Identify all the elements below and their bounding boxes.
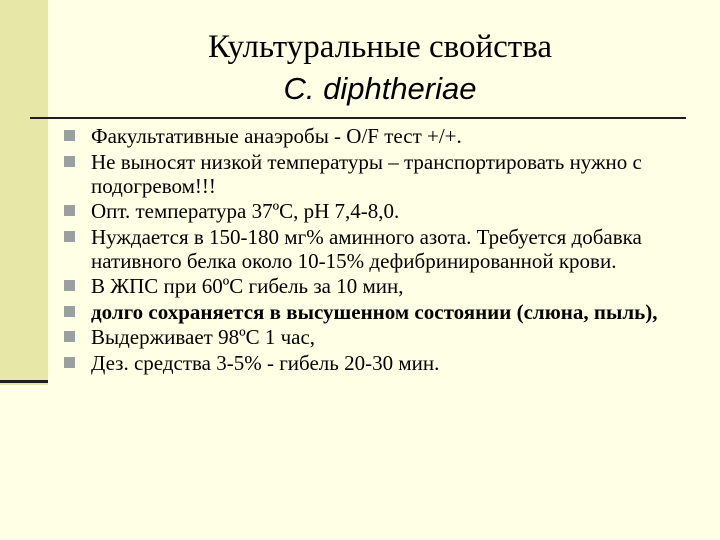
- square-bullet-icon: [64, 306, 75, 317]
- list-item: [64, 325, 704, 349]
- list-item-text: Нуждается в 150-180 мг% аминного азота. Требуется добавка нативного белка около 10-15% дефибринированной крови.: [91, 224, 642, 273]
- list-item-text: В ЖПС при 60ºС гибель за 10 мин,: [91, 274, 404, 298]
- left-accent-line: [0, 380, 48, 383]
- list-item-text: долго сохраняется в высушенном состоянии (слюна, пыль),: [91, 299, 658, 324]
- list-item: [64, 124, 704, 148]
- list-item: [64, 300, 704, 324]
- square-bullet-icon: [64, 357, 75, 368]
- slide-title: [120, 26, 640, 110]
- list-item-text: Опт. температура 37ºС, рН 7,4-8,0.: [91, 199, 400, 223]
- list-item-text: Не выносят низкой температуры – транспортировать нужно с подогревом!!!: [91, 149, 642, 198]
- square-bullet-icon: [64, 205, 75, 216]
- bullet-list: [64, 124, 704, 376]
- list-item: [64, 150, 704, 198]
- list-item: [64, 225, 704, 273]
- square-bullet-icon: [64, 331, 75, 342]
- title-line-1: Культуральные свойства: [207, 29, 553, 65]
- left-accent-bar: [0, 0, 48, 385]
- list-item-text: Выдерживает 98ºС 1 час,: [91, 325, 316, 349]
- list-item: [64, 199, 704, 223]
- list-item-text: Факультативные анаэробы - O/F тест +/+.: [91, 124, 462, 148]
- title-divider: [30, 117, 686, 119]
- square-bullet-icon: [64, 156, 75, 167]
- title-line-2: C. diphtheriae: [283, 71, 477, 106]
- list-item-text: Дез. средства 3-5% - гибель 20-30 мин.: [91, 350, 440, 375]
- list-item: [64, 274, 704, 298]
- square-bullet-icon: [64, 231, 75, 242]
- square-bullet-icon: [64, 130, 75, 141]
- list-item: [64, 351, 704, 375]
- square-bullet-icon: [64, 280, 75, 291]
